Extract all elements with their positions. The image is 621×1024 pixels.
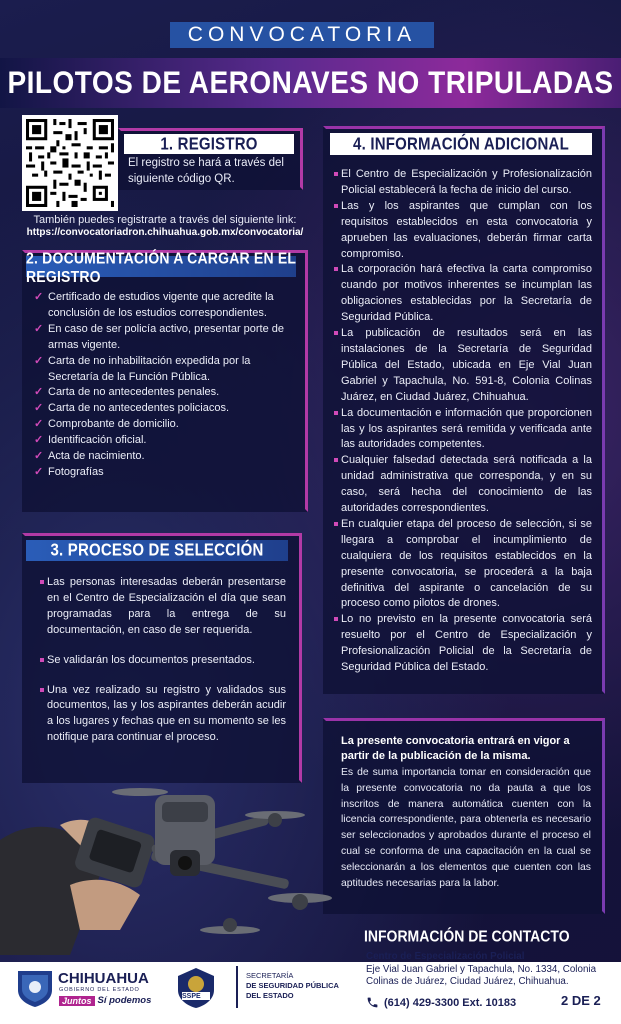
bullet-icon [334, 172, 338, 176]
sspe-text: SSPE [182, 993, 201, 1000]
state-sub: GOBIERNO DEL ESTADO [59, 987, 140, 993]
list-item: Lo no previsto en la presente convocatoria será resuelto por el Centro de Especialización y Profesionalización Policial de la Secretaría de Seguridad Pública del Estado. [334, 612, 592, 676]
check-icon: ✓ [34, 465, 44, 478]
header-kicker: CONVOCATORIA [170, 22, 434, 48]
list-item: ✓ Carta de no inhabilitación expedida por la Secretaría de la Función Pública. [34, 354, 251, 383]
drone-photo [0, 780, 340, 955]
slogan [59, 995, 151, 1006]
informacion-title: 4. INFORMACIÓN ADICIONAL [330, 133, 592, 155]
check-icon: ✓ [34, 402, 44, 415]
check-icon: ✓ [34, 418, 44, 431]
proceso-list [40, 575, 286, 760]
list-item: ✓ Comprobante de domicilio. [34, 417, 288, 433]
footer-divider [236, 966, 238, 1008]
list-item: El Centro de Especialización y Profesionalización Policial establecerá la fecha de inicio del curso. [334, 167, 592, 199]
contacto-phone: (614) 429-3300 Ext. 10183 [384, 996, 517, 1009]
vigencia-text: Es de suma importancia tomar en consideración que la presente convocatoria no da pauta a que los inscritos de manera automática cuenten con la licencia correspondiente, para obtenerla es necesario ser seleccionados y aprobados durante el proceso el cual se conforma de una capacitación en la cual se seleccionarán a los elementos que cuenten con las aptitudes necesarias para la labor. [341, 767, 591, 889]
contacto-title: INFORMACIÓN DE CONTACTO [364, 926, 570, 946]
list-item: ✓ Fotografías [34, 465, 288, 481]
registro-link[interactable]: https://convocatoriadron.chihuahua.gob.mx/convocatoria/ [26, 227, 304, 238]
qr-code-icon [26, 119, 114, 207]
check-icon: ✓ [34, 434, 44, 447]
list-item: ✓ Carta de no antecedentes penales. [34, 385, 288, 401]
bullet-icon [334, 411, 338, 415]
bullet-icon [334, 267, 338, 271]
list-item: ✓ Acta de nacimiento. [34, 449, 288, 465]
shield-icon [14, 968, 56, 1008]
documentacion-title: 2. DOCUMENTACIÓN A CARGAR EN EL REGISTRO [26, 248, 296, 285]
bullet-icon [334, 331, 338, 335]
bullet-icon [334, 617, 338, 621]
list-item: La publicación de resultados será en las instalaciones de la Secretaría de Seguridad Pública del Estado, ubicada en Eje Vial Juan Gabriel y Tapachula, No. 591-8, Colonia Colinas Juárez, en Ciudad Juárez, Chihuahua. [334, 326, 592, 406]
badge-icon [174, 966, 218, 1010]
vigencia-lead: La presente convocatoria entrará en vigor a partir de la publicación de la misma. [341, 735, 570, 762]
slogan-1: Juntos [59, 996, 95, 1006]
registro-link-intro: También puedes registrarte a través del siguiente link: [33, 214, 297, 226]
list-item: Las y los aspirantes que cumplan con los requisitos establecidos en esta convocatoria y aprueben las evaluaciones, deberán firmar carta compromiso. [334, 199, 592, 263]
secretaria-text: SECRETARÍA DE SEGURIDAD PÚBLICA DEL ESTADO [246, 971, 339, 1000]
drone-illustration-icon [0, 780, 340, 955]
bullet-icon [334, 522, 338, 526]
check-icon: ✓ [34, 291, 44, 303]
slogan-2: Sí podemos [97, 995, 152, 1006]
check-icon: ✓ [34, 450, 44, 463]
list-item: Las personas interesadas deberán presentarse en el Centro de Especialización el día que sean programadas para la entrega de su documentación, en caso de ser requerida. [40, 575, 286, 639]
page-title: PILOTOS DE AERONAVES NO TRIPULADAS [7, 65, 614, 100]
registro-title: 1. REGISTRO [124, 134, 294, 154]
sspe-logo [174, 966, 218, 1010]
list-item: Cualquier falsedad detectada será notificada a la unidad administrativa que corresponda, y en su caso, será hecha del conocimiento de las autoridades correspondientes. [334, 453, 592, 517]
check-icon: ✓ [34, 386, 44, 399]
list-item: ✓ En caso de ser policía activo, presentar porte de armas vigente. [34, 322, 285, 351]
informacion-list [334, 167, 592, 676]
page-title-banner [0, 58, 621, 108]
contacto-org: Centro de Especialización Policial [366, 951, 525, 962]
contacto-address: Eje Vial Juan Gabriel y Tapachula, No. 1334, Colonia Colinas de Juárez, Ciudad Juárez, Chihuahua. [366, 963, 597, 987]
proceso-title: 3. PROCESO DE SELECCIÓN [26, 540, 288, 561]
bullet-icon [40, 658, 44, 662]
contacto-phone-row[interactable] [366, 996, 516, 1009]
bullet-icon [40, 688, 44, 692]
list-item: La documentación e información que proporcionen las y los aspirantes será remitida y verificada ante las autoridades competentes. [334, 406, 592, 454]
check-icon: ✓ [34, 322, 44, 335]
list-item: La corporación hará efectiva la carta compromiso cuando por motivos inherentes se incumplan las obligaciones establecidas por la Secretaría de Seguridad Pública. [334, 262, 592, 326]
list-item: Se validarán los documentos presentados. [40, 653, 286, 669]
list-item: ✓ Certificado de estudios vigente que acredite la conclusión de los estudios correspondientes. [34, 291, 274, 319]
bullet-icon [40, 580, 44, 584]
contacto-block [366, 951, 596, 989]
registro-text: El registro se hará a través del siguiente código QR. [128, 157, 284, 185]
check-icon: ✓ [34, 354, 44, 367]
list-item: En cualquier etapa del proceso de selección, si se llegara a comprobar el incumplimiento de cualquiera de los requisitos establecidos en la presente convocatoria, se procederá a la baja definitiva del aspirante o cancelación de su proceso como pilotos de drones. [334, 517, 592, 612]
documentacion-list [34, 290, 288, 481]
list-item: ✓ Carta de no antecedentes policiacos. [34, 401, 288, 417]
bullet-icon [334, 204, 338, 208]
bullet-icon [334, 458, 338, 462]
qr-code[interactable] [22, 115, 118, 211]
chihuahua-shield-logo [14, 968, 56, 1008]
list-item: Una vez realizado su registro y validados sus documentos, las y los aspirantes deberán acudir a los lugares y fechas que en su momento se les notifique para continuar el proceso. [40, 683, 286, 747]
state-name: CHIHUAHUA [58, 970, 149, 987]
list-item: ✓ Identificación oficial. [34, 433, 288, 449]
page-number: 2 DE 2 [561, 993, 601, 1008]
phone-icon [366, 996, 379, 1009]
